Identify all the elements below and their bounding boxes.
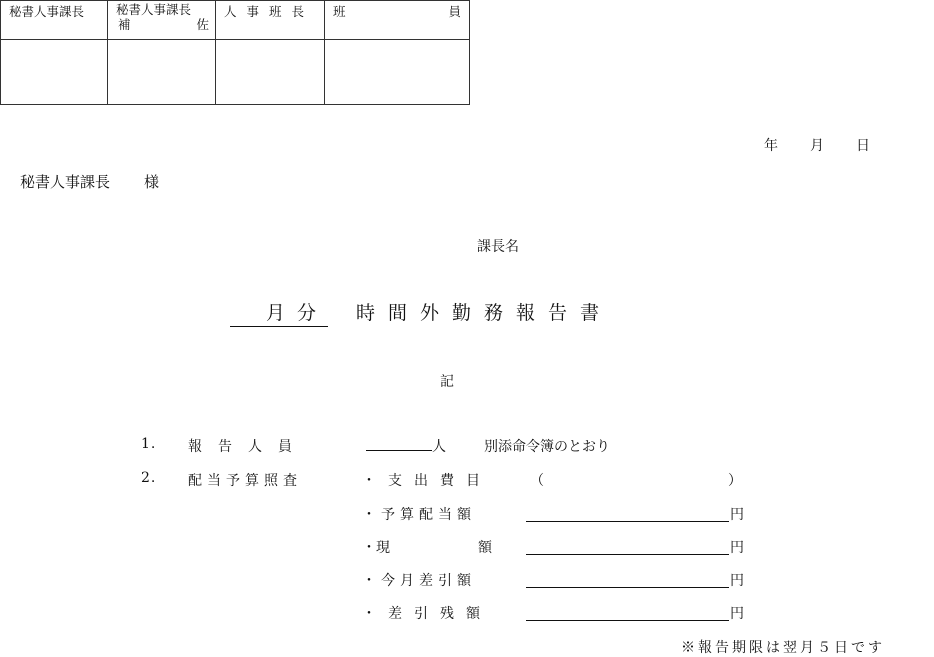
header-assistant-chief-line2a: 補 [118,17,131,32]
header-team-leader-label: 人事班長 [224,4,315,19]
expense-label: ・支出費目 [362,473,492,489]
header-assistant-chief-line1: 秘書人事課長 [116,2,192,17]
item2-number: 2. [141,470,157,486]
addressee [20,171,159,192]
item1-label: 報告人員 [188,439,308,455]
this-month-unit: 円 [730,573,744,589]
expense-open-paren: （ [530,473,544,489]
header-team-member [325,1,470,40]
date-day: 日 [856,138,870,154]
stamp-box-team-member[interactable] [325,40,470,105]
current-label-a: ・現 [362,540,390,556]
addressee-honorific: 様 [144,173,160,191]
addressee-name: 秘書人事課長 [20,173,111,191]
ki-marker: 記 [440,374,454,390]
balance-unit: 円 [730,606,744,622]
stamp-box-section-chief[interactable] [1,40,108,105]
header-section-chief [1,1,108,40]
document-title [230,298,612,327]
expense-close-paren: ） [728,473,742,489]
date-month: 月 [810,138,824,154]
current-amount-line[interactable] [526,554,729,555]
header-team-member-b: 員 [448,4,461,19]
allocated-label: ・予算配当額 [362,507,476,523]
balance-amount-line[interactable] [526,620,729,621]
section-chief-name-label: 課長名 [477,239,519,255]
stamp-box-assistant-chief[interactable] [108,40,216,105]
stamp-box-team-leader[interactable] [216,40,325,105]
item1-count-blank[interactable] [366,436,432,451]
item1-count-field [366,436,446,456]
header-assistant-chief [108,1,216,40]
header-team-member-a: 班 [333,4,346,19]
item1-number: 1. [141,436,157,452]
current-label-b: 額 [478,540,492,556]
balance-label: ・差引残額 [362,606,492,622]
approval-stamp-table [0,0,470,105]
this-month-amount-line[interactable] [526,587,729,588]
header-team-leader [216,1,325,40]
title-main: 時間外勤務報告書 [356,302,613,324]
deadline-note: ※報告期限は翌月５日です [681,640,885,656]
header-section-chief-label: 秘書人事課長 [9,4,85,19]
allocated-amount-line[interactable] [526,521,729,522]
item2-label: 配当予算照査 [188,473,302,489]
title-month-field: 月分 [230,298,328,327]
this-month-label: ・今月差引額 [362,573,476,589]
current-unit: 円 [730,540,744,556]
item1-unit: 人 [432,439,446,455]
allocated-unit: 円 [730,507,744,523]
item1-note: 別添命令簿のとおり [484,439,610,455]
date-line [764,135,870,155]
date-year: 年 [764,138,778,154]
header-assistant-chief-line2b: 佐 [196,17,209,32]
